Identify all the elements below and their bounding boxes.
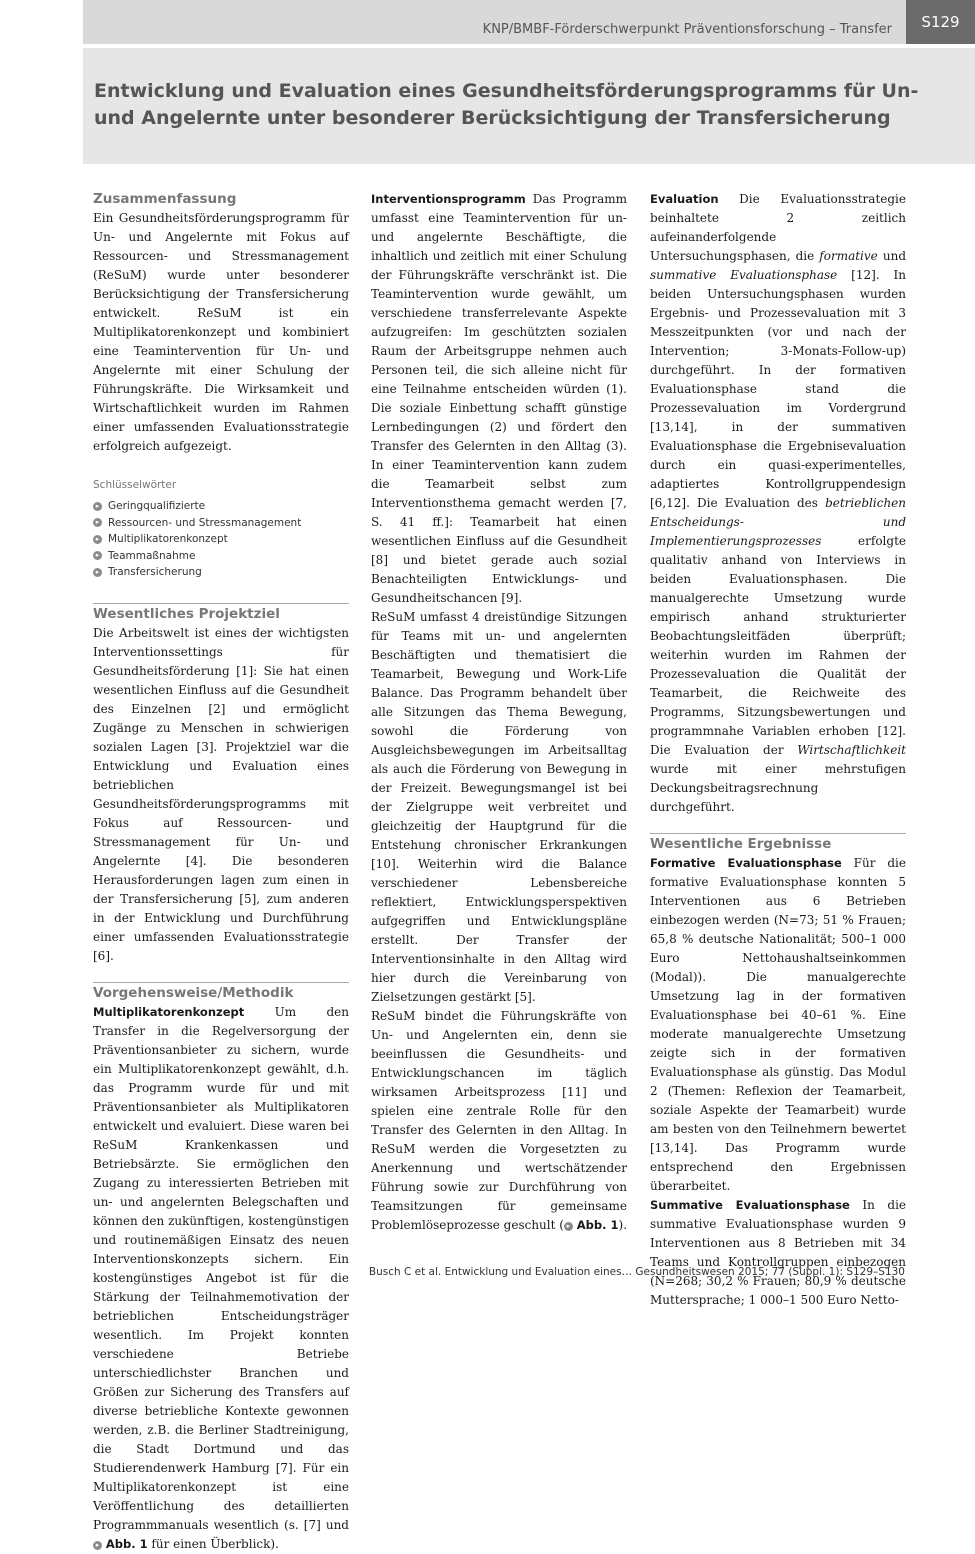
abstract-text: Ein Gesundheitsförderungsprogramm für Un- und Angelernte mit Fokus auf Ressourcen- und Stressmanagement (ReSuM) wurde unter besonderer Berücksichtigung der Transfersicherung entwickelt. ReSuM ist ein Multiplikatorenkonzept und kombiniert eine Teamintervention für Un- und Angelernte mit einer Schulung der Führungskräfte. Die Wirksamkeit und Wirtschaftlichkeit wurden im Rahmen einer umfassenden Evaluationsstrategie erfolgreich aufgezeigt. [93, 211, 349, 453]
keyword-item: ▸ Geringqualifizierte [93, 498, 349, 515]
column-3 [650, 190, 906, 1310]
run-in-heading: Summative Evaluationsphase [650, 1198, 850, 1212]
arrow-bullet-icon: ▸ [93, 502, 102, 511]
method-paragraph-programm: Interventionsprogramm Das Programm umfasst eine Teamintervention für un- und angelernte Beschäftigte, die inhaltlich und zeitlich mit einer Schulung der Führungskräfte verschränkt ist. Die Teamintervention wurde gewählt, um verschiedene transferrelevante Aspekte aufzugreifen: Im geschützten sozialen Raum der Arbeitsgruppe nehmen auch Personen teil, die sich alleine nicht für eine Teilnahme entscheiden würden (1). Die soziale Einbettung schafft günstige Lernbedingungen (2) und fördert den Transfer des Gelernten in den Alltag (3). In einer Teamintervention kann zudem die Teamarbeit selbst zum Interventionsthema gemacht werden [7, S. 41 ff.]: Teamarbeit hat einen wesentlichen Einfluss auf die Gesundheit [8] und bietet gerade auch sozial Benachteiligten Entwicklungs- und Gesundheitschancen [9]. [371, 192, 627, 605]
method-paragraph-resum-1: ReSuM umfasst 4 dreistündige Sitzungen für Teams mit un- und angelernten Beschäftigten und thematisiert die Teamarbeit, Bewegung und Work-Life Balance. Das Programm behandelt über alle Sitzungen das Thema Bewegung, sowohl die Förderung von Ausgleichsbewegungen im Arbeitsalltag als auch die Förderung von Bewegung in der Freizeit. Bewegungsmangel ist bei der Zielgruppe weit verbreitet und gleichzeitig der Hauptgrund für die Entstehung chronischer Erkrankungen [10]. Weiterhin wird die Balance verschiedener Lebensbereiche reflektiert, Entwicklungsperspektiven aufgegriffen und Entwicklungspläne erstellt. Der Transfer der Interventionsinhalte in den Alltag wird hier durch die Vereinbarung von Zielsetzungen gestärkt [5]. [371, 610, 627, 1004]
arrow-bullet-icon: ▸ [93, 518, 102, 527]
run-in-heading: Interventionsprogramm [371, 192, 526, 206]
run-in-heading: Formative Evaluationsphase [650, 856, 842, 870]
method-paragraph-resum-2: ReSuM bindet die Führungskräfte von Un- und Angelernten ein, denn sie beeinflussen die Gesundheits- und Entwicklungschancen im täglich wirksamen Arbeitsprozess [11] und spielen eine zentrale Rolle für den Transfer des Gelernten in den Alltag. In ReSuM werden die Vorgesetzten zu Anerkennung und wertschätzender Führung sowie zur Durchführung von Teamsitzungen für gemeinsame Problemlöseprozesse geschult ( ▸ Abb. 1). [371, 1009, 628, 1232]
keyword-item: ▸ Multiplikatorenkonzept [93, 531, 349, 548]
running-header [83, 0, 906, 44]
section-divider [93, 603, 349, 604]
abstract-heading: Zusammenfassung [93, 191, 237, 207]
keyword-item: ▸ Transfersicherung [93, 564, 349, 581]
article-title: Entwicklung und Evaluation eines Gesundheitsförderungsprogramms für Un- und Angelernte unter besonderer Berücksichtigung der Transfersicherung [94, 80, 919, 129]
figure-ref-icon: ▸ [93, 1541, 102, 1550]
section-divider [93, 982, 349, 983]
goal-heading: Wesentliches Projektziel [93, 605, 280, 622]
arrow-bullet-icon: ▸ [93, 535, 102, 544]
running-title: KNP/BMBF-Förderschwerpunkt Präventionsforschung – Transfer [482, 22, 892, 37]
keyword-item: ▸ Ressourcen- und Stressmanagement [93, 515, 349, 532]
section-divider [650, 833, 906, 834]
figure-reference: Abb. 1 [576, 1218, 619, 1232]
column-2 [371, 190, 627, 1235]
method-paragraph-evaluation: Evaluation Die Evaluationsstrategie beinhaltete 2 zeitlich aufeinanderfolgende Untersuchungsphasen, die formative und summative Evaluationsphase [12]. In beiden Untersuchungsphasen wurden Ergebnis- und Prozessevaluation mit 3 Messzeitpunkten (vor und nach der Intervention; 3-Monats-Follow-up) durchgeführt. In der formativen Evaluationsphase stand die Prozessevaluation im Vordergrund [13,14], in der summativen Evaluationsphase die Ergebnisevaluation durch ein quasi-experimentelles, adaptiertes Kontrollgruppendesign [6,12]. Die Evaluation des betrieblichen Entscheidungs- und Implementierungsprozesses erfolgte qualitativ anhand von Interviews in beiden Evaluationsphasen. Die manualgerechte Umsetzung wurde empirisch anhand strukturierter Beobachtungsleitfäden überprüft; weiterhin wurden im Rahmen der Prozessevaluation die Qualität der Teamarbeit, die Reichweite des Programms, Sitzungsbewertungen und programmnahe Variablen erhoben [12]. Die Evaluation der Wirtschaftlichkeit wurde mit einer mehrstufigen Deckungsbeitragsrechnung durchgeführt. [650, 192, 906, 814]
method-paragraph-multiplikator: Multiplikatorenkonzept Um den Transfer in die Regelversorgung der Präventionsanbieter zu sichern, wurde ein Multiplikatorenkonzept gewählt, d.h. das Programm wurde für und mit Präventionsanbieter als Multiplikatoren entwickelt und evaluiert. Diese waren bei ReSuM Krankenkassen und Betriebsärzte. Sie ermöglichen den Zugang zu interessierten Betrieben mit un- und angelernten Belegschaften und können den zukünftigen, kostengünstigen und routinemäßigen Einsatz des neuen Interventionskonzepts sichern. Ein kostengünstiges Angebot ist für die Stärkung der Teilnahmemotivation der betrieblichen Entscheidungsträger wesentlich. Im Projekt konnten verschiedene Betriebe unterschiedlichster Branchen und Größen zur Sicherung des Transfers auf diverse betriebliche Kontexte gewonnen werden, z.B. die Berliner Stadtreinigung, die Stadt Dortmund und das Studierendenwerk Hamburg [7]. Für ein Multiplikatorenkonzept ist eine Veröffentlichung des detaillierten Programmmanuals wesentlich (s. [7] und ▸ Abb. 1 für einen Überblick). [93, 1004, 349, 1551]
page-number: S129 [906, 0, 975, 44]
keywords-heading: Schlüsselwörter [93, 479, 177, 491]
method-heading: Vorgehensweise/Methodik [93, 984, 294, 1001]
keywords-list [93, 498, 349, 581]
results-heading: Wesentliche Ergebnisse [650, 836, 832, 852]
arrow-bullet-icon: ▸ [93, 568, 102, 577]
figure-ref-icon: ▸ [564, 1222, 573, 1231]
results-paragraph-formative: Formative Evaluationsphase Für die formative Evaluationsphase konnten 5 Interventionen aus 6 Betrieben einbezogen werden (N=73; 51 % Frauen; 65,8 % deutsche Nationalität; 500–1 000 Euro Nettohaushaltseinkommen (Modal)). Die manualgerechte Umsetzung lag in der formativen Evaluationsphase bei 40–61 %. Eine moderate manualgerechte Umsetzung zeigte sich in der formativen Evaluationsphase als günstig. Das Modul 2 (Themen: Reflexion der Teamarbeit, soziale Aspekte der Teamarbeit) wurde am besten von den Teilnehmern bewertet [13,14]. Das Programm wurde entsprechend den Ergebnissen überarbeitet. [650, 856, 906, 1193]
figure-reference: Abb. 1 [105, 1536, 148, 1551]
goal-text: Die Arbeitswelt ist eines der wichtigsten Interventionssettings für Gesundheitsförderung [1]: Sie hat einen wesentlichen Einfluss auf die Gesundheit des Einzelnen [2] und ermöglicht Zugänge zu Menschen in schwierigen sozialen Lagen [3]. Projektziel war die Entwicklung und Evaluation eines betrieblichen Gesundheitsförderungsprogramms mit Fokus auf Ressourcen- und Stressmanagement für Un- und Angelernte [4]. Die besonderen Herausforderungen lagen zum einen in der Transfersicherung [5], zum anderen in der Entwicklung und Durchführung einer umfassenden Evaluationsstrategie [6]. [93, 625, 349, 963]
run-in-heading: Evaluation [650, 192, 719, 206]
column-1 [93, 190, 349, 1554]
footer-citation: Busch C et al. Entwicklung und Evaluation eines… Gesundheitswesen 2015; 77 (Suppl. 1): S129–S130 [368, 1266, 905, 1278]
results-paragraph-summative: Summative Evaluationsphase In die summative Evaluationsphase wurden 9 Interventionen aus 8 Betrieben mit 34 Teams und Kontrollgruppen einbezogen (N=268; 30,2 % Frauen; 80,9 % deutsche Muttersprache; 1 000–1 500 Euro Netto- [650, 1198, 907, 1307]
title-box [83, 48, 975, 164]
run-in-heading: Multiplikatorenkonzept [93, 1004, 245, 1019]
arrow-bullet-icon: ▸ [93, 551, 102, 560]
keyword-item: ▸ Teammaßnahme [93, 548, 349, 565]
